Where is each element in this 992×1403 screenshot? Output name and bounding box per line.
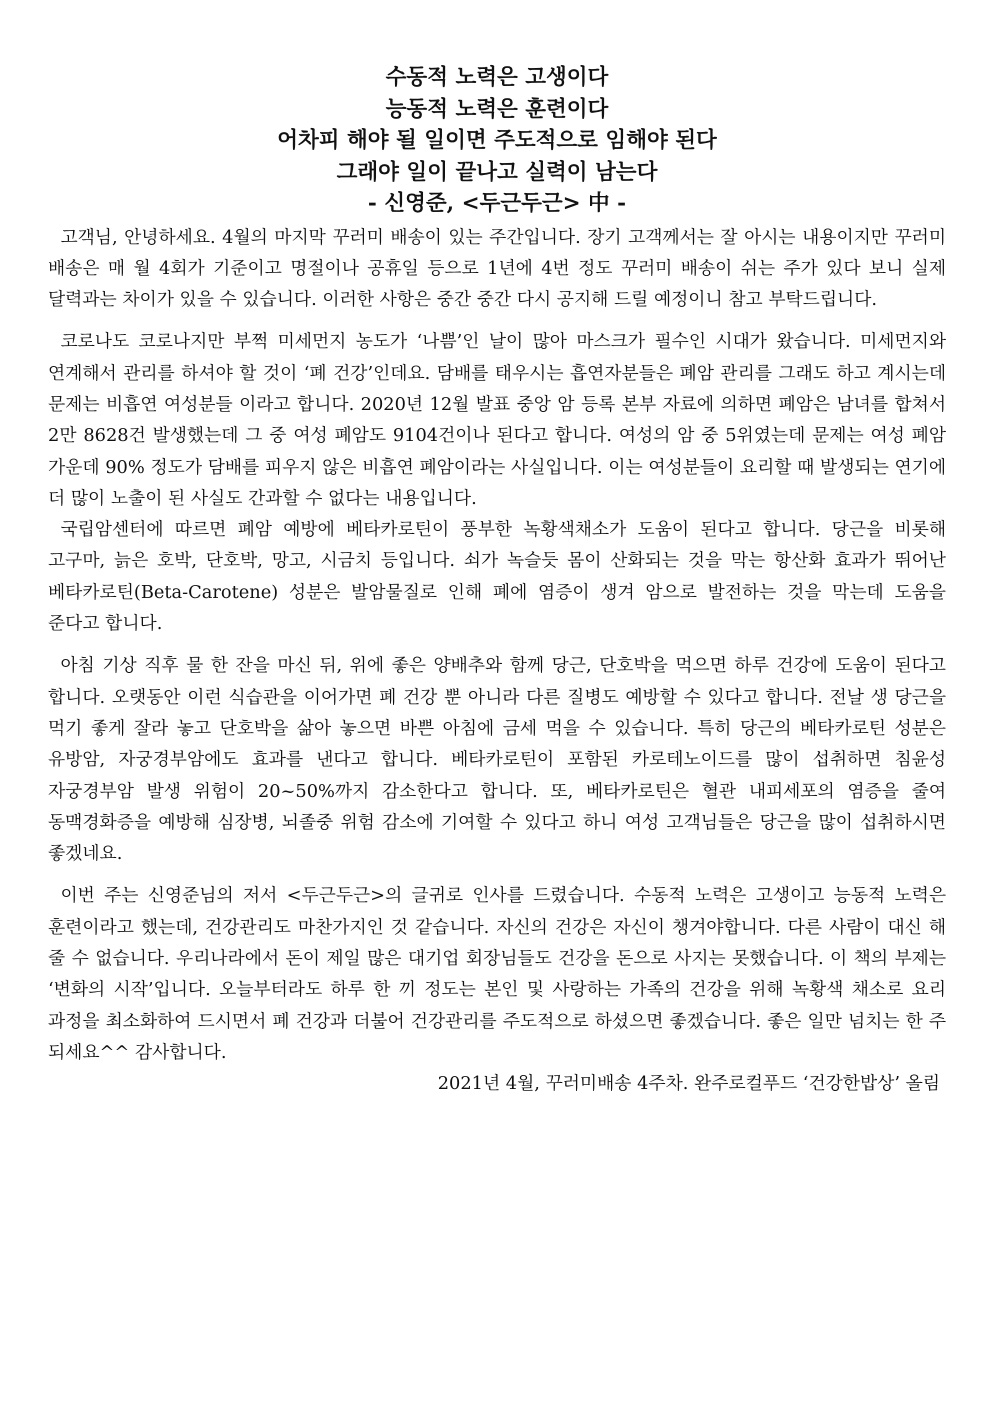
letter-page — [48, 62, 946, 1100]
paragraph-morning-habit: 아침 기상 직후 물 한 잔을 마신 뒤, 위에 좋은 양배추와 함께 당근, 단호박을 먹으면 하루 건강에 도움이 된다고 합니다. 오랫동안 이런 식습관을 이어가면 폐 건강 뿐 아니라 다른 질병도 예방할 수 있다고 합니다. 전날 생 당근을 먹기 좋게 잘라 놓고 단호박을 삶아 놓으면 바쁜 아침에 금세 먹을 수 있습니다. 특히 당근의 베타카로틴 성분은 유방암, 자궁경부암에도 효과를 낸다고 합니다. 베타카로틴이 포함된 카로테노이드를 많이 섭취하면 침윤성 자궁경부암 발생 위험이 20~50%까지 감소한다고 합니다. 또, 베타카로틴은 혈관 내피세포의 염증을 줄여 동맥경화증을 예방해 심장병, 뇌졸중 위험 감소에 기여할 수 있다고 하니 여성 고객님들은 당근을 많이 섭취하시면 좋겠네요. — [48, 655, 946, 865]
quote-line: 수동적 노력은 고생이다 — [385, 65, 609, 90]
quote-line: 그래야 일이 끝나고 실력이 남는다 — [336, 159, 658, 185]
paragraph-lung-health: 코로나도 코로나지만 부쩍 미세먼지 농도가 ‘나쁨’인 날이 많아 마스크가 필수인 시대가 왔습니다. 미세먼지와 연계해서 관리를 하셔야 할 것이 ‘폐 건강’인데요. 담배를 태우시는 흡연자분들은 폐암 관리를 그래도 하고 계시는데 문제는 비흡연 여성분들 이라고 합니다. 2020년 12월 발표 중앙 암 등록 본부 자료에 의하면 폐암은 남녀를 합쳐서 2만 8628건 발생했는데 그 중 여성 폐암도 9104건이나 된다고 합니다. 여성의 암 중 5위였는데 문제는 여성 폐암 가운데 90% 정도가 담배를 피우지 않은 비흡연 폐암이라는 사실입니다. 이는 여성분들이 요리할 때 발생되는 연기에 더 많이 노출이 된 사실도 간과할 수 없다는 내용입니다. — [48, 331, 946, 509]
paragraph-beta-carotene: 국립암센터에 따르면 폐암 예방에 베타카로틴이 풍부한 녹황색채소가 도움이 된다고 합니다. 당근을 비롯해 고구마, 늙은 호박, 단호박, 망고, 시금치 등입니다. 쇠가 녹슬듯 몸이 산화되는 것을 막는 항산화 효과가 뛰어난 베타카로틴(Beta-Carotene) 성분은 발암물질로 인해 폐에 염증이 생겨 암으로 발전하는 것을 막는데 도움을 준다고 합니다. — [48, 519, 946, 635]
quote-line: 능동적 노력은 훈련이다 — [385, 96, 609, 122]
quote-line: 어차피 해야 될 일이면 주도적으로 임해야 된다 — [277, 128, 717, 153]
signature: 2021년 4월, 꾸러미배송 4주차. 완주로컬푸드 ‘건강한밥상’ 올림 — [437, 1073, 940, 1095]
paragraph-greeting: 고객님, 안녕하세요. 4월의 마지막 꾸러미 배송이 있는 주간입니다. 장기 고객께서는 잘 아시는 내용이지만 꾸러미 배송은 매 월 4회가 기준이고 명절이나 공휴일 등으로 1년에 4번 정도 꾸러미 배송이 쉬는 주가 있다 보니 실제 달력과는 차이가 있을 수 있습니다. 이러한 사항은 중간 중간 다시 공지해 드릴 예정이니 참고 부탁드립니다. — [48, 226, 946, 311]
quote-attribution: - 신영준, <두근두근> 中 - — [367, 191, 627, 216]
paragraph-closing: 이번 주는 신영준님의 저서 <두근두근>의 글귀로 인사를 드렸습니다. 수동적 노력은 고생이고 능동적 노력은 훈련이라고 했는데, 건강관리도 마찬가지인 것 같습니다. 자신의 건강은 자신이 챙겨야합니다. 다른 사람이 대신 해 줄 수 없습니다. 우리나라에서 돈이 제일 많은 대기업 회장님들도 건강을 돈으로 사지는 못했습니다. 이 책의 부제는 ‘변화의 시작’입니다. 오늘부터라도 하루 한 끼 정도는 본인 및 사랑하는 가족의 건강을 위해 녹황색 채소로 요리 과정을 최소화하여 드시면서 폐 건강과 더불어 건강관리를 주도적으로 하셨으면 좋겠습니다. 좋은 일만 넘치는 한 주 되세요^^ 감사합니다. — [48, 885, 946, 1063]
quote-block — [48, 62, 946, 220]
letter-body — [48, 222, 946, 1069]
